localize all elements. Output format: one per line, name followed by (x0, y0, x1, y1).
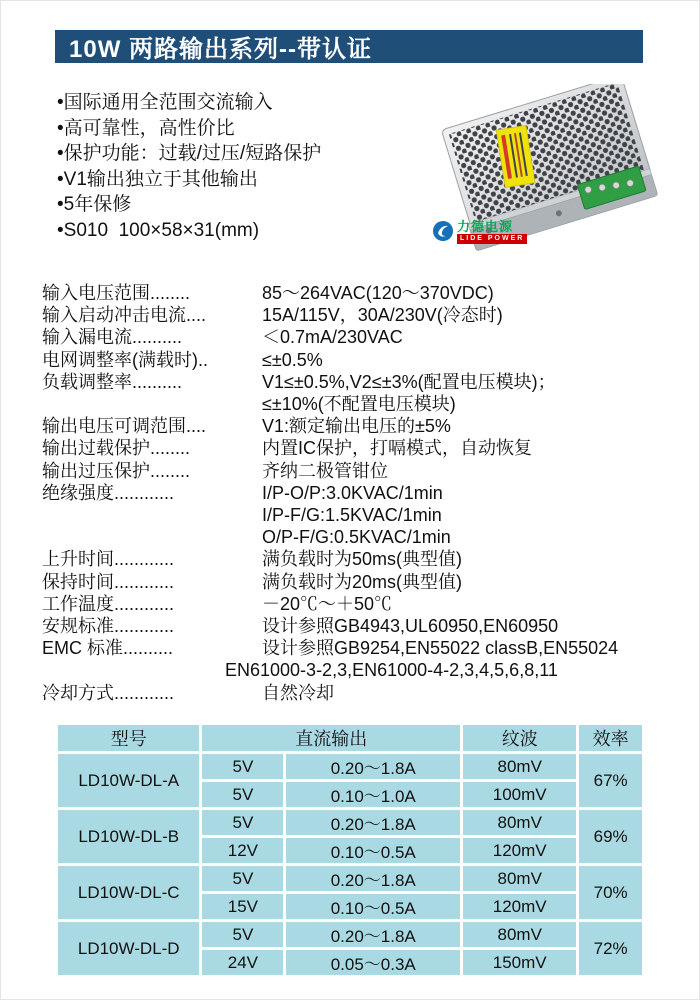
spec-value: V1:额定输出电压的±5% (262, 416, 451, 437)
spec-line (42, 482, 682, 504)
spec-label: 保持时间............ (42, 571, 175, 592)
spec-label: 负载调整率.......... (42, 371, 183, 392)
spec-label: 输入启动冲击电流.... (42, 305, 207, 326)
spec-line (42, 682, 682, 704)
voltage-cell: 5V (202, 782, 283, 807)
ripple-cell: 150mV (463, 950, 576, 975)
spec-value: I/P-O/P:3.0KVAC/1min (262, 482, 443, 503)
spec-line (42, 615, 682, 637)
spec-label: 工作温度............ (42, 593, 175, 614)
feature-item: •S010 100×58×31(mm) (57, 219, 260, 241)
spec-value: 设计参照GB9254,EN55022 classB,EN55024 (262, 638, 619, 659)
brand-name: 力德电源 (457, 219, 514, 234)
spec-line (42, 548, 682, 570)
spec-value: ≤±10%(不配置电压模块) (262, 394, 456, 415)
spec-value: 满负载时为50ms(典型值) (262, 549, 463, 570)
voltage-cell: 12V (202, 838, 283, 863)
ripple-cell: 80mV (463, 754, 576, 779)
brand-icon (432, 220, 454, 242)
feature-item: •V1输出独立于其他输出 (57, 168, 258, 190)
efficiency-cell: 69% (579, 810, 642, 863)
spec-label: 输入电压范围........ (42, 283, 191, 303)
spec-label: 输出过载保护........ (42, 438, 191, 459)
spec-line (42, 371, 682, 393)
voltage-cell: 5V (202, 922, 283, 947)
efficiency-cell: 72% (579, 922, 642, 975)
ripple-cell: 80mV (463, 866, 576, 891)
spec-value: ≤±0.5% (262, 349, 323, 370)
spec-line (42, 437, 682, 459)
feature-list (57, 90, 417, 243)
table-row (58, 922, 642, 947)
header-dc-output: 直流输出 (202, 725, 460, 751)
model-cell: LD10W-DL-B (58, 810, 199, 863)
current-cell: 0.10～0.5A (286, 838, 460, 863)
header-model: 型号 (58, 725, 199, 751)
model-spec-table (55, 722, 645, 978)
spec-line (42, 393, 682, 415)
table-header-row (58, 725, 642, 751)
feature-item: •国际通用全范围交流输入 (57, 92, 273, 113)
spec-line (42, 526, 682, 548)
table-row (58, 754, 642, 779)
current-cell: 0.20～1.8A (286, 754, 460, 779)
table-row (58, 866, 642, 891)
spec-label: 安规标准............ (42, 616, 175, 637)
ripple-cell: 120mV (463, 838, 576, 863)
title-bar (55, 30, 643, 63)
spec-value: ＜0.7mA/230VAC (262, 327, 403, 348)
spec-label: 输出过压保护........ (42, 460, 191, 481)
product-photo (424, 84, 674, 254)
voltage-cell: 5V (202, 866, 283, 891)
spec-label: 冷却方式............ (42, 682, 175, 703)
spec-label: 上升时间............ (42, 549, 175, 570)
spec-line (42, 504, 682, 526)
spec-value: 15A/115V，30A/230V(冷态时) (262, 305, 503, 326)
efficiency-cell: 67% (579, 754, 642, 807)
spec-value: 满负载时为20ms(典型值) (262, 571, 463, 592)
spec-line (42, 415, 682, 437)
efficiency-cell: 70% (579, 866, 642, 919)
brand-tagline: LIDE POWER (457, 234, 527, 244)
header-efficiency: 效率 (579, 725, 642, 751)
spec-line (42, 593, 682, 615)
feature-item: •高可靠性，高性价比 (57, 117, 235, 139)
spec-label: 电网调整率(满载时).. (42, 349, 208, 370)
spec-value: 85～264VAC(120～370VDC) (262, 283, 494, 303)
header-ripple: 纹波 (463, 725, 576, 751)
spec-value: EN61000-3-2,3,EN61000-4-2,3,4,5,6,8,11 (225, 660, 558, 681)
spec-label: 输入漏电流.......... (42, 327, 183, 348)
current-cell: 0.10～0.5A (286, 894, 460, 919)
spec-value: 自然冷却 (262, 682, 334, 703)
model-cell: LD10W-DL-A (58, 754, 199, 807)
feature-item: •保护功能：过载/过压/短路保护 (57, 143, 322, 164)
model-cell: LD10W-DL-C (58, 866, 199, 919)
brand-logo (432, 220, 527, 244)
ripple-cell: 80mV (463, 810, 576, 835)
spec-label: 绝缘强度............ (42, 482, 175, 503)
feature-item: •5年保修 (57, 194, 132, 215)
spec-value: 内置IC保护，打嗝模式，自动恢复 (262, 438, 532, 459)
current-cell: 0.20～1.8A (286, 922, 460, 947)
spec-list (42, 282, 682, 704)
model-cell: LD10W-DL-D (58, 922, 199, 975)
spec-line (42, 659, 682, 681)
spec-value: I/P-F/G:1.5KVAC/1min (262, 505, 442, 526)
spec-value: 齐纳二极管钳位 (262, 460, 388, 481)
ripple-cell: 80mV (463, 922, 576, 947)
voltage-cell: 15V (202, 894, 283, 919)
spec-line (42, 349, 682, 371)
voltage-cell: 24V (202, 950, 283, 975)
voltage-cell: 5V (202, 810, 283, 835)
page-title: 10W 两路输出系列--带认证 (69, 36, 372, 63)
current-cell: 0.20～1.8A (286, 866, 460, 891)
spec-line (42, 326, 682, 348)
spec-line (42, 282, 682, 304)
spec-line (42, 304, 682, 326)
spec-line (42, 637, 682, 659)
current-cell: 0.20～1.8A (286, 810, 460, 835)
spec-value: －20℃～＋50℃ (262, 593, 393, 614)
spec-value: 设计参照GB4943,UL60950,EN60950 (262, 616, 559, 637)
spec-value: V1≤±0.5%,V2≤±3%(配置电压模块)； (262, 371, 556, 392)
voltage-cell: 5V (202, 754, 283, 779)
ripple-cell: 120mV (463, 894, 576, 919)
current-cell: 0.10～1.0A (286, 782, 460, 807)
table-row (58, 810, 642, 835)
spec-value: O/P-F/G:0.5KVAC/1min (262, 527, 451, 548)
spec-label: EMC 标准.......... (42, 638, 174, 659)
current-cell: 0.05～0.3A (286, 950, 460, 975)
spec-label: 输出电压可调范围.... (42, 416, 207, 437)
spec-line (42, 460, 682, 482)
spec-line (42, 571, 682, 593)
ripple-cell: 100mV (463, 782, 576, 807)
